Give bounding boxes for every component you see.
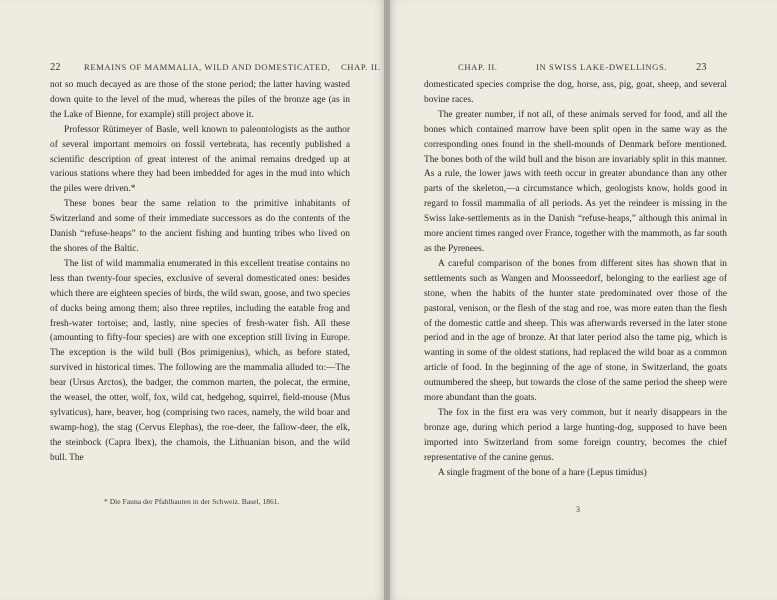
left-paragraph: The list of wild mammalia enumerated in this excellent treatise contains no less than twenty-four species, exclusive of several domesticated ones: besides which there are eighteen species of birds, the wild swan, goose, and two species of ducks being among them; also three reptiles, including the eatable frog and fresh-water tortoise; and, lastly, nine species of fresh-water fish. All these (amounting to fifty-four species) are with one exception still living in Europe. The exception is the wild bull (Bos primigenius), which, as before stated, survived in historical times. The following are the mammalia alluded to:—The bear (Ursus Arctos), the badger, the common marten, the polecat, the ermine, the weasel, the otter, wolf, fox, wild cat, hedgehog, squirrel, field-mouse (Mus sylvaticus), hare, beaver, hog (comprising two races, namely, the wild boar and swamp-hog), the stag (Cervus Elephas), the roe-deer, the fallow-deer, the elk, the steinbock (Capra Ibex), the chamois, the Lithuanian bison, and the wild bull. The	[50, 258, 350, 463]
left-running-title: REMAINS OF MAMMALIA, WILD AND DOMESTICATED,	[84, 62, 331, 72]
right-page	[390, 0, 777, 600]
right-paragraph: The greater number, if not all, of these animals served for food, and all the bones which contained marrow have been split open in the same way as the corresponding ones found in the shell-mounds of Denmark before mentioned. The bones both of the wild bull and the bison are invariably split in this manner. As a rule, the lower jaws with teeth occur in greater abundance than any other parts of the skeleton,—a circumstance which, geologists know, holds good in regard to fossil mammalia of all periods. As yet the reindeer is missing in the Swiss lake-settlements as in the Danish “refuse-heaps,” although this animal in more ancient times ranged over France, together with the mammoth, as far south as the Pyrenees.	[424, 109, 727, 254]
left-body-text	[50, 78, 350, 466]
left-paragraph: Professor Rütimeyer of Basle, well known to paleontologists as the author of several important memoirs on fossil vertebrata, has recently published a scientific description of great interest of the animal remains dredged up at various stations where they had been imbedded for ages in the mud into which the piles were driven.*	[50, 124, 350, 195]
signature-mark: 3	[576, 505, 580, 514]
left-footnote: * Die Fauna der Pfahlbauten in der Schweiz. Basel, 1861.	[104, 497, 280, 506]
left-paragraph: not so much decayed as are those of the stone period; the latter having wasted down quite to the level of the mud, whereas the piles of the bronze age (as in the Lake of Bienne, for example) still project above it.	[50, 80, 350, 120]
left-running-head	[50, 62, 381, 73]
right-paragraph: The fox in the first era was very common, but it nearly disappears in the bronze age, during which period a large hunting-dog, supposed to have been imported into Switzerland from some foreign country, becomes the chief representative of the canine genus.	[424, 407, 727, 463]
right-running-title: IN SWISS LAKE-DWELLINGS.	[536, 62, 668, 72]
right-paragraph: A careful comparison of the bones from different sites has shown that in settlements such as Wangen and Moosseedorf, belonging to the earliest age of stone, when the habits of the hunter state predominated over those of the pastoral, venison, or the flesh of the stag and roe, was more eaten than the flesh of the domestic cattle and sheep. This was afterwards reversed in the later stone period and in the age of bronze. At that later period also the tame pig, which is wanting in some of the oldest stations, had replaced the wild boar as a common article of food. In the beginning of the age of stone, in Switzerland, the goats outnumbered the sheep, but towards the close of the same period the sheep were more abundant than the goats.	[424, 258, 727, 404]
left-paragraph: These bones bear the same relation to the primitive inhabitants of Switzerland and some of their immediate successors as do the contents of the Danish “refuse-heaps” to the ancient fishing and hunting tribes who lived on the shores of the Baltic.	[50, 199, 350, 254]
right-paragraph: A single fragment of the bone of a hare (Lepus timidus)	[438, 467, 647, 478]
right-body-text	[424, 78, 727, 480]
right-page-number-wrap	[696, 62, 707, 73]
left-page-number: 22	[50, 62, 61, 73]
left-chapter-ref: CHAP. II.	[340, 62, 381, 72]
left-page	[0, 0, 384, 600]
right-page-number: 23	[696, 62, 707, 73]
right-chapter-ref: CHAP. II.	[458, 62, 498, 72]
right-paragraph: domesticated species comprise the dog, horse, ass, pig, goat, sheep, and several bovine races.	[424, 80, 727, 105]
